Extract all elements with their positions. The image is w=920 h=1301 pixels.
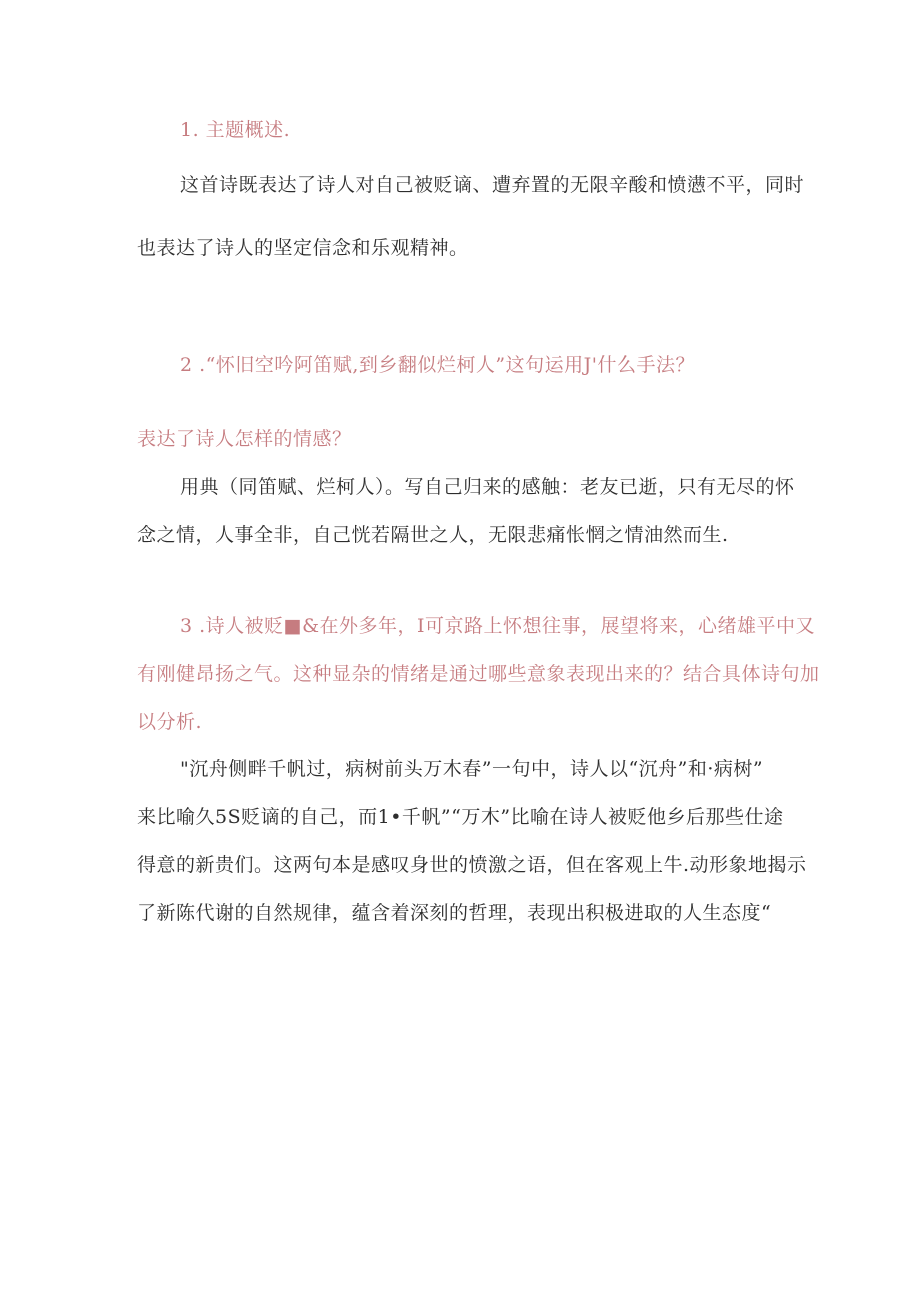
section-1-answer-line-1: 这首诗既表达了诗人对自己被贬谪、遭弃置的无限辛酸和愤懑不平，同时 xyxy=(180,174,805,196)
section-1-answer-line-2: 也表达了诗人的坚定信念和乐观精神。 xyxy=(137,237,469,259)
section-3-heading-line-3: 以分析. xyxy=(137,711,203,733)
section-2-answer-line-2: 念之情，人事全非，自己恍若隔世之人，无限悲痛怅惘之情油然而生. xyxy=(137,524,729,546)
section-3-heading-line-2: 有刚健昂扬之气。这种显杂的情绪是通过哪些意象表现出来的？结合具体诗句加 xyxy=(137,663,820,685)
section-2-heading-line-1: 2 .“怀旧空吟阿笛赋,到乡翻似烂柯人”这句运用J'什么手法？ xyxy=(180,354,695,376)
section-3-answer-line-1: "沉舟侧畔千帆过，病树前头万木春”一句中，诗人以“沉舟”和·病树” xyxy=(180,758,764,780)
section-3-answer-line-4: 了新陈代谢的自然规律，蕴含着深刻的哲理，表现出积极进取的人生态度“ xyxy=(137,902,772,924)
section-3-answer-line-3: 得意的新贵们。这两句本是感叹身世的愤激之语，但在客观上牛.动形象地揭示 xyxy=(137,854,807,876)
section-1-heading: 1. 主题概述. xyxy=(180,119,291,141)
section-3-heading-line-1: 3 .诗人被贬■&在外多年，I可京路上怀想往事，展望将来，心绪雄平中又 xyxy=(180,615,816,637)
section-2-heading-line-2: 表达了诗人怎样的情感？ xyxy=(137,428,352,450)
section-3-answer-line-2: 来比喻久5S贬谪的自己，而1•千帆”“万木”比喻在诗人被贬他乡后那些仕途 xyxy=(137,806,784,828)
section-2-answer-line-1: 用典（同笛赋、烂柯人）。写自己归来的感触：老友已逝，只有无尽的怀 xyxy=(180,476,795,498)
